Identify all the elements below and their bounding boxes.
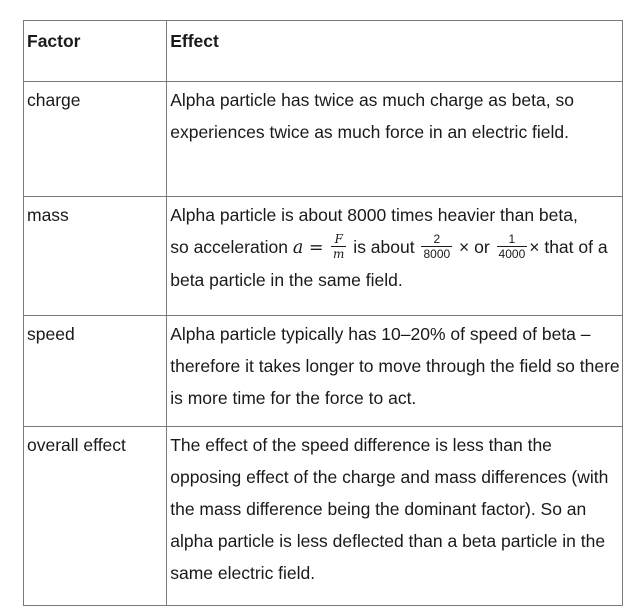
table-row-charge <box>24 82 623 197</box>
factor-cell-mass: mass <box>24 197 167 316</box>
times-or-text: × or <box>454 237 495 257</box>
factor-cell-speed: speed <box>24 316 167 427</box>
mass-line-2 <box>170 231 608 261</box>
mass-line-3: beta particle in the same field. <box>170 270 403 290</box>
times-that-text: × that of a <box>529 237 608 257</box>
effect-cell-charge: Alpha particle has twice as much charge as beta, so experiences twice as much force in an electric field. <box>167 82 623 197</box>
fraction-1-numerator: 2 <box>421 232 452 247</box>
is-about-text: is about <box>348 237 420 257</box>
fraction-2-over-8000 <box>421 232 452 261</box>
factor-effect-table <box>23 20 623 606</box>
equals-sign: = <box>303 238 330 258</box>
header-factor: Factor <box>24 21 167 82</box>
effect-cell-speed: Alpha particle typically has 10–20% of speed of beta – therefore it takes longer to move through the field so there is more time for the force to act. <box>167 316 623 427</box>
mass-line-1: Alpha particle is about 8000 times heavier than beta, <box>170 205 578 225</box>
fraction-1-over-4000 <box>497 232 528 261</box>
fraction-2-numerator: 1 <box>497 232 528 247</box>
fraction-1-denominator: 8000 <box>423 246 451 261</box>
fraction-m-denominator: m <box>333 246 345 261</box>
header-effect: Effect <box>167 21 623 82</box>
effect-cell-mass <box>167 197 623 316</box>
factor-cell-overall-effect: overall effect <box>24 427 167 606</box>
table-row-mass <box>24 197 623 316</box>
header-row <box>24 21 623 82</box>
fraction-f-numerator: F <box>331 232 346 247</box>
table-row-speed <box>24 316 623 427</box>
acceleration-symbol: a <box>292 238 304 258</box>
fraction-2-denominator: 4000 <box>498 246 526 261</box>
fraction-f-over-m <box>331 232 346 261</box>
table-row-overall-effect <box>24 427 623 606</box>
factor-cell-charge: charge <box>24 82 167 197</box>
effect-cell-overall-effect: The effect of the speed difference is less than the opposing effect of the charge and mass differences (with the mass difference being the dominant factor). So an alpha particle is less deflected than a beta particle in the same electric field. <box>167 427 623 606</box>
mass-line-2-prefix: so acceleration <box>170 237 293 257</box>
